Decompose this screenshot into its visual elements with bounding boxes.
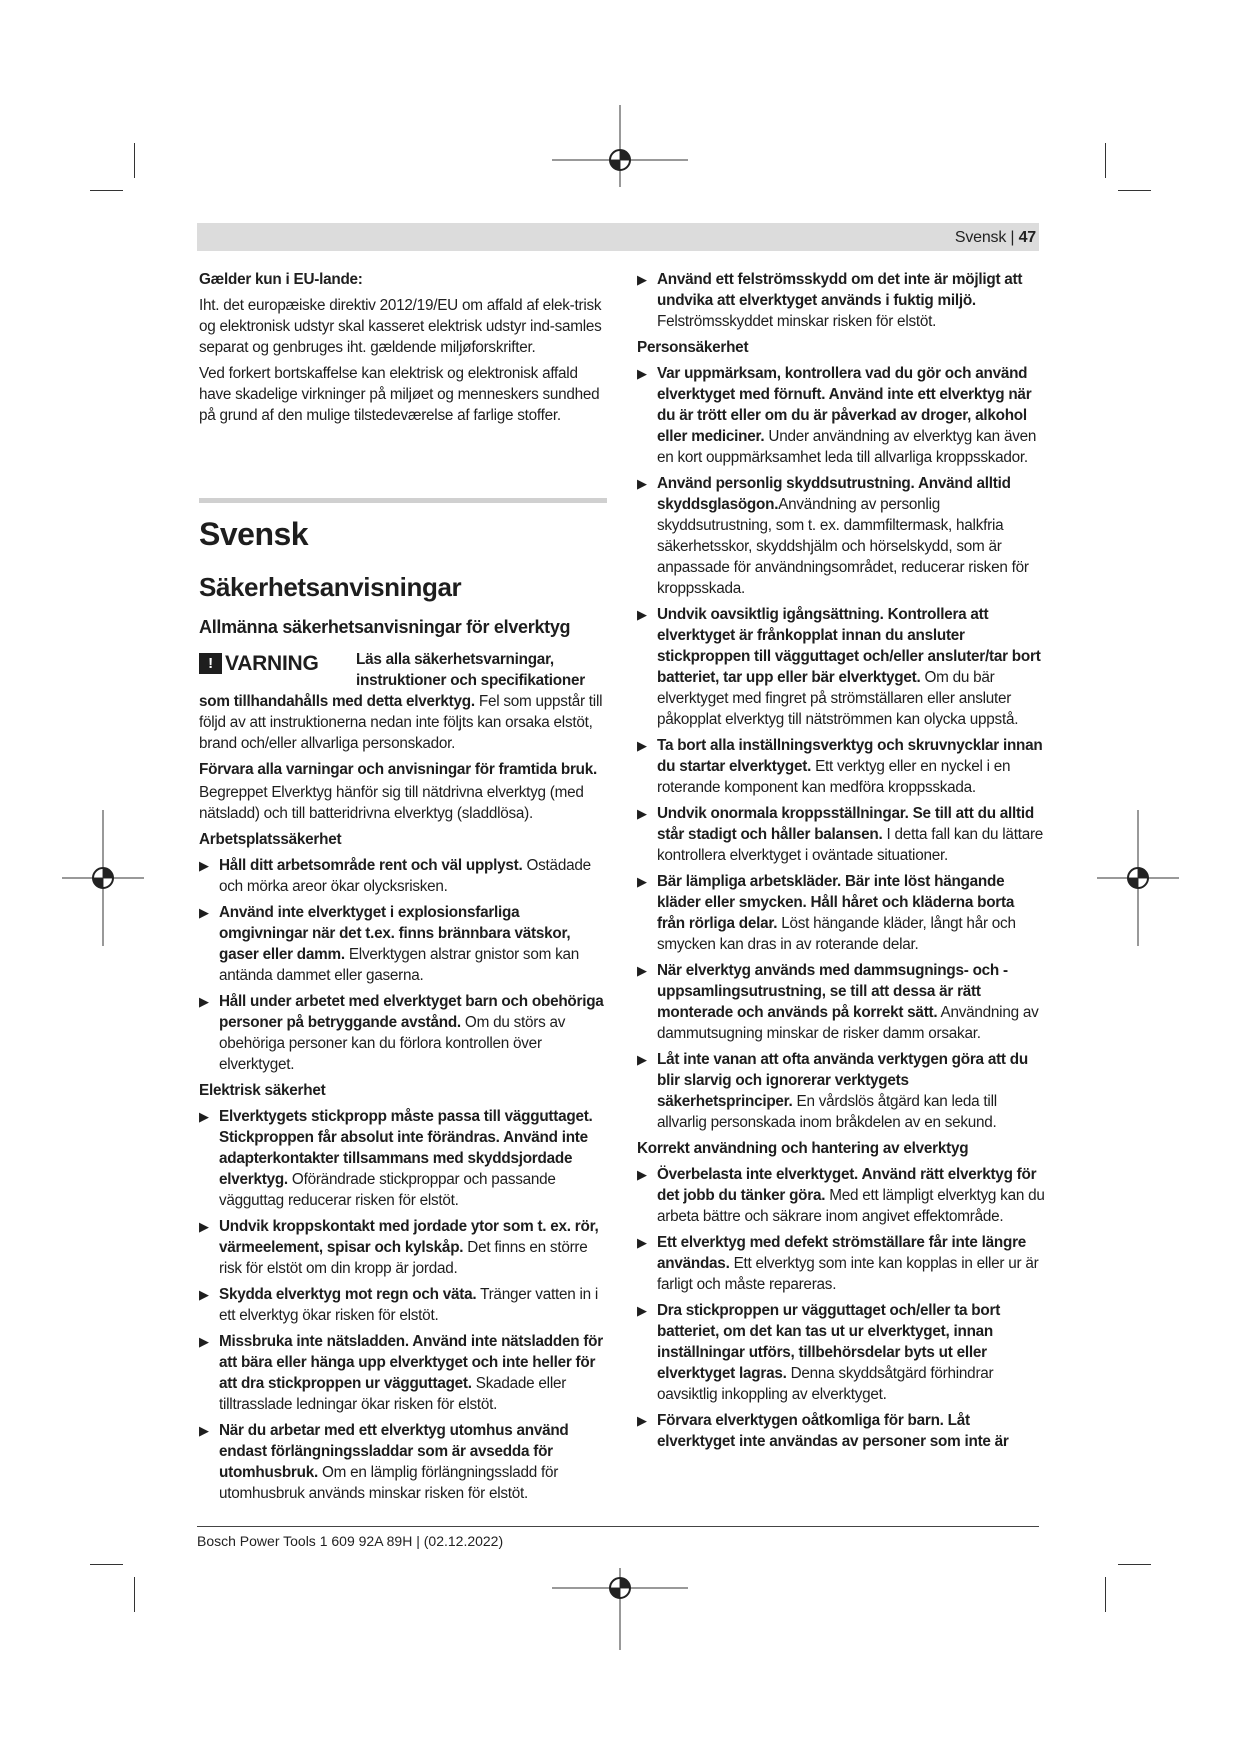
warning-badge — [199, 653, 319, 674]
safety-item-text: Om du störs av obehöriga personer kan du förlora kontrollen över elverktyget. — [219, 1014, 566, 1073]
warning-lead-text: Läs alla säkerhetsvarningar, instruktioner och specifikationer — [356, 651, 585, 689]
safety-item — [199, 991, 607, 1075]
safety-item-bold: Håll ditt arbetsområde rent och väl upplyst. — [219, 857, 523, 874]
crop-mark — [134, 1577, 135, 1612]
crop-mark — [90, 190, 123, 191]
safety-item-bold: Använd inte elverktyget i explosionsfarliga omgivningar när det t.ex. finns brännbara vätskor, gaser eller damm. — [219, 904, 571, 963]
personal-list — [637, 363, 1045, 1133]
personal-heading: Personsäkerhet — [637, 339, 749, 356]
header-bar — [197, 223, 1039, 251]
registration-mark-icon — [552, 105, 688, 187]
left-column — [199, 269, 607, 1509]
usage-list — [637, 1164, 1045, 1452]
crop-mark — [1118, 190, 1151, 191]
safety-item — [637, 269, 1045, 332]
intro-list — [637, 269, 1045, 332]
safety-item — [637, 473, 1045, 599]
safety-item-bold: Dra stickproppen ur vägguttaget och/eller ta bort batteriet, om det kan tas ut ur elverktyget, innan inställningar utförs, tillbehörsdelar byts ut eller elverktyget lagras. — [657, 1302, 1001, 1382]
safety-item-bold: Ta bort alla inställningsverktyg och skruvnycklar innan du startar elverktyget. — [657, 737, 1043, 775]
safety-item-text: Oförändrade stickproppar och passande vägguttag reducerar risken för elstöt. — [219, 1171, 556, 1209]
subsection-title: Allmänna säkerhetsanvisningar för elverktyg — [199, 617, 571, 637]
electrical-list — [199, 1106, 607, 1504]
safety-item-text: Denna skyddsåtgärd förhindrar oavsiktlig inkoppling av elverktyget. — [657, 1365, 994, 1403]
warning-cont-text: Fel som uppstår till följd av att instruktionerna nedan inte följts kan orsaka elstöt, brand och/eller allvarliga personskador. — [199, 693, 603, 752]
safety-item-bold: Var uppmärksam, kontrollera vad du gör och använd elverktyget med förnuft. Använd inte ett elverktyg när du är trött eller om du är påverkad av droger, alkohol eller mediciner. — [657, 365, 1032, 445]
bullet-arrow-icon: ▶ — [637, 1413, 647, 1428]
safety-item — [199, 1106, 607, 1211]
danish-heading: Gælder kun i EU-lande: — [199, 271, 363, 288]
warning-cont-bold: som tillhandahålls med detta elverktyg. — [199, 693, 475, 710]
workplace-heading: Arbetsplatssäkerhet — [199, 831, 342, 848]
bullet-arrow-icon: ▶ — [637, 738, 647, 753]
safety-item-bold: Bär lämpliga arbetskläder. Bär inte löst hängande kläder eller smycken. Håll håret och kläderna borta från rörliga delar. — [657, 873, 1015, 932]
page-number: 47 — [1018, 229, 1036, 246]
safety-item — [637, 871, 1045, 955]
safety-item — [637, 1049, 1045, 1133]
safety-item-bold: När du arbetar med ett elverktyg utomhus använd endast förlängningssladdar som är avsedda för utomhusbruk. — [219, 1422, 569, 1481]
safety-item-bold: Använd personlig skyddsutrustning. Använd alltid skyddsglasögon. — [657, 475, 1011, 513]
definition-paragraph: Begreppet Elverktyg hänför sig till nätdrivna elverktyg (med nätsladd) och till batteridrivna elverktyg (sladdlösa). — [199, 784, 584, 822]
safety-item-text: Under användning av elverktyg kan även en kort ouppmärksamhet leda till allvarliga kroppsskador. — [657, 428, 1037, 466]
warning-paragraph — [199, 691, 607, 754]
warning-block — [199, 649, 607, 691]
safety-item-bold: När elverktyg används med dammsugnings- och -uppsamlingsutrustning, se till att dessa är rätt monterade och används på korrekt sätt. — [657, 962, 1008, 1021]
safety-item-bold: Använd ett felströmsskydd om det inte är möjligt att undvika att elverktyget används i fuktig miljö. — [657, 271, 1023, 309]
bullet-arrow-icon: ▶ — [637, 1235, 647, 1250]
safety-item — [199, 1331, 607, 1415]
safety-item-bold: Undvik kroppskontakt med jordade ytor som t. ex. rör, värmeelement, spisar och kylskåp. — [219, 1218, 599, 1256]
crop-mark — [134, 143, 135, 178]
safety-item-bold: Låt inte vanan att ofta använda verktygen göra att du blir slarvig och ignorerar verktygets säkerhetsprinciper. — [657, 1051, 1028, 1110]
safety-item — [199, 902, 607, 986]
usage-heading: Korrekt användning och hantering av elverktyg — [637, 1140, 969, 1157]
bullet-arrow-icon: ▶ — [637, 366, 647, 381]
bullet-arrow-icon: ▶ — [637, 1303, 647, 1318]
bullet-arrow-icon: ▶ — [637, 272, 647, 287]
right-column — [637, 269, 1045, 1457]
electrical-heading: Elektrisk säkerhet — [199, 1082, 326, 1099]
crop-mark — [1105, 1577, 1106, 1612]
safety-item-bold: Undvik onormala kroppsställningar. Se till att du alltid står stadigt och håller balansen. — [657, 805, 1034, 843]
safety-item — [637, 363, 1045, 468]
safety-item — [637, 960, 1045, 1044]
safety-item-text: Användning av dammutsugning minskar de risker damm orsakar. — [657, 1004, 1039, 1042]
crop-mark — [1118, 1564, 1151, 1565]
section-divider — [199, 498, 607, 503]
safety-item-text: Om du bär elverktyget med fingret på strömställaren eller ansluter påkopplat elverktyg till nätströmmen kan olycka uppstå. — [657, 669, 1019, 728]
safety-item — [637, 1300, 1045, 1405]
bullet-arrow-icon: ▶ — [637, 1052, 647, 1067]
safety-item-bold: Ett elverktyg med defekt strömställare får inte längre användas. — [657, 1234, 1027, 1272]
warning-triangle-icon: ! — [199, 653, 222, 674]
safety-item-bold: Förvara elverktygen oåtkomliga för barn. Låt elverktyget inte användas av personer som inte är — [657, 1412, 1009, 1450]
safety-item — [637, 1164, 1045, 1227]
safety-item-text: I detta fall kan du lättare kontrollera elverktyget i oväntade situationer. — [657, 826, 1044, 864]
running-header: Svensk | 47 — [954, 229, 1036, 246]
safety-item-bold: Undvik oavsiktlig igångsättning. Kontrollera att elverktyget är frånkopplat innan du ansluter stickproppen till vägguttaget och/eller ansluter/tar bort batteriet, tar upp eller bär elverktyget. — [657, 606, 1041, 686]
language-title: Svensk — [199, 516, 309, 552]
section-title: Säkerhetsanvisningar — [199, 572, 462, 602]
safety-item — [637, 735, 1045, 798]
bullet-arrow-icon: ▶ — [199, 905, 209, 920]
safety-item — [637, 803, 1045, 866]
bullet-arrow-icon: ▶ — [199, 1109, 209, 1124]
warning-label: VARNING — [225, 652, 319, 675]
safety-item-text: Ostädade och mörka areor ökar olycksrisken. — [219, 857, 591, 895]
workplace-list — [199, 855, 607, 1075]
safety-item-text: Elverktygen alstrar gnistor som kan antända dammet eller gaserna. — [219, 946, 579, 984]
bullet-arrow-icon: ▶ — [637, 476, 647, 491]
registration-mark-icon — [1097, 810, 1179, 946]
bullet-arrow-icon: ▶ — [637, 607, 647, 622]
bullet-arrow-icon: ▶ — [199, 858, 209, 873]
safety-item-bold: Elverktygets stickpropp måste passa till vägguttaget. Stickproppen får absolut inte förändras. Använd inte adapterkontakter tillsammans med skyddsjordade elverktyg. — [219, 1108, 593, 1188]
safety-item — [637, 1232, 1045, 1295]
safety-item-text: Det finns en större risk för elstöt om din kropp är jordad. — [219, 1239, 588, 1277]
danish-paragraph: Iht. det europæiske direktiv 2012/19/EU om affald af elek-trisk og elektronisk udstyr skal kasseret elektrisk udstyr ind-samles separat og genbruges iht. gældende miljøforskrifter. — [199, 297, 602, 356]
bullet-arrow-icon: ▶ — [637, 806, 647, 821]
safety-item — [637, 604, 1045, 730]
bullet-arrow-icon: ▶ — [199, 1287, 209, 1302]
bullet-arrow-icon: ▶ — [199, 1423, 209, 1438]
bullet-arrow-icon: ▶ — [199, 994, 209, 1009]
safety-item-text: Ett elverktyg som inte kan kopplas in eller ur är farligt och måste repareras. — [657, 1255, 1039, 1293]
bullet-arrow-icon: ▶ — [637, 1167, 647, 1182]
safety-item-bold: Överbelasta inte elverktyget. Använd rätt elverktyg för det jobb du tänker göra. — [657, 1166, 1037, 1204]
crop-mark — [90, 1564, 123, 1565]
safety-item-text: Om en lämplig förlängningssladd för utomhusbruk används minskar risken för elstöt. — [219, 1464, 559, 1502]
registration-mark-icon — [62, 810, 144, 946]
safety-item-text: Felströmsskyddet minskar risken för elstöt. — [657, 313, 937, 330]
danish-paragraph: Ved forkert bortskaffelse kan elektrisk og elektronisk affald have skadelige virkninger på miljøet og menneskers sundhed på grund af den mulige tilstedeværelse af farlige stoffer. — [199, 365, 600, 424]
safety-item — [199, 1420, 607, 1504]
crop-mark — [1105, 143, 1106, 178]
bullet-arrow-icon: ▶ — [199, 1334, 209, 1349]
footer-rule — [197, 1526, 1039, 1527]
safety-item-text: Tränger vatten in i ett elverktyg ökar risken för elstöt. — [219, 1286, 599, 1324]
keep-instructions: Förvara alla varningar och anvisningar för framtida bruk. — [199, 761, 598, 778]
bullet-arrow-icon: ▶ — [637, 874, 647, 889]
bullet-arrow-icon: ▶ — [637, 963, 647, 978]
bullet-arrow-icon: ▶ — [199, 1219, 209, 1234]
safety-item-bold: Missbruka inte nätsladden. Använd inte nätsladden för att bära eller hänga upp elverktyget och inte heller för att dra stickproppen ur vägguttaget. — [219, 1333, 603, 1392]
registration-mark-icon — [552, 1568, 688, 1650]
header-language: Svensk — [954, 229, 1007, 246]
safety-item-text: Användning av personlig skyddsutrustning, som t. ex. dammfiltermask, halkfria säkerhetsskor, skyddshjälm och hörselskydd, som är anpassade för användningsområdet, reducerar risken för kroppsskada. — [657, 496, 1029, 597]
safety-item-text: Med ett lämpligt elverktyg kan du arbeta bättre och säkrare inom angivet effektområde. — [657, 1187, 1045, 1225]
safety-item — [637, 1410, 1045, 1452]
safety-item-text: Skadade eller tilltrasslade ledningar ökar risken för elstöt. — [219, 1375, 567, 1413]
safety-item — [199, 855, 607, 897]
safety-item-text: En vårdslös åtgärd kan leda till allvarlig personskada inom bråkdelen av en sekund. — [657, 1093, 997, 1131]
footer-text: Bosch Power Tools 1 609 92A 89H | (02.12.2022) — [197, 1533, 504, 1549]
safety-item-bold: Skydda elverktyg mot regn och väta. — [219, 1286, 477, 1303]
safety-item-bold: Håll under arbetet med elverktyget barn och obehöriga personer på betryggande avstånd. — [219, 993, 604, 1031]
safety-item-text: Löst hängande kläder, långt hår och smycken kan dras in av roterande delar. — [657, 915, 1016, 953]
safety-item — [199, 1284, 607, 1326]
safety-item-text: Ett verktyg eller en nyckel i en roterande komponent kan medföra kroppsskada. — [657, 758, 1011, 796]
safety-item — [199, 1216, 607, 1279]
